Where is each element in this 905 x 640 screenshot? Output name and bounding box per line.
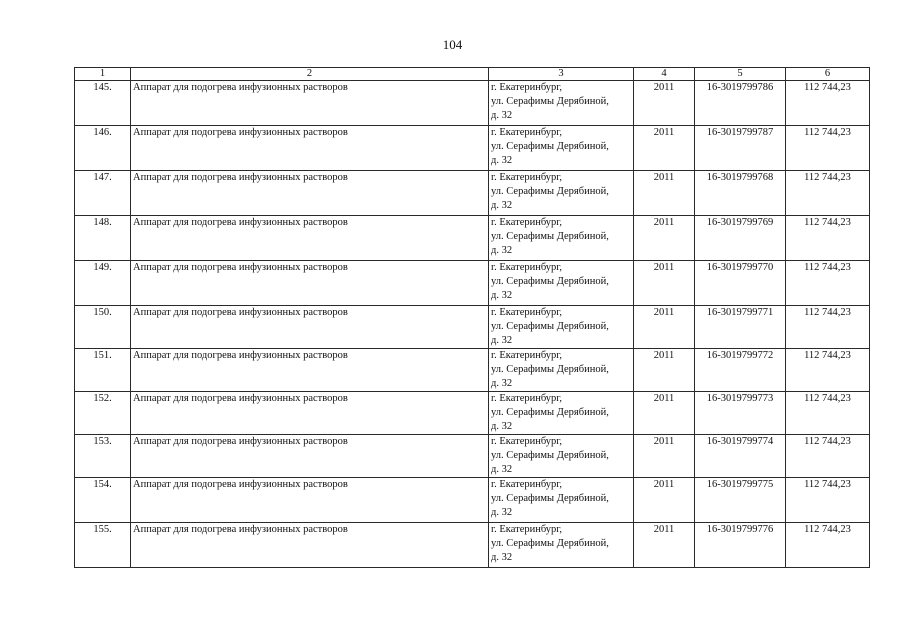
address-line: д. 32 bbox=[491, 290, 513, 301]
address-line: д. 32 bbox=[491, 200, 513, 211]
item-name-cell: Аппарат для подогрева инфузионных растворов bbox=[131, 435, 489, 478]
cost-cell: 112 744,23 bbox=[786, 349, 870, 392]
cost-cell: 112 744,23 bbox=[786, 126, 870, 171]
row-number-cell: 148. bbox=[75, 216, 131, 261]
address-cell bbox=[489, 392, 634, 435]
cost-cell: 112 744,23 bbox=[786, 81, 870, 126]
address-line: г. Екатеринбург, bbox=[491, 82, 563, 93]
row-number-cell: 153. bbox=[75, 435, 131, 478]
inventory-number-cell: 16-3019799775 bbox=[695, 478, 786, 523]
address-line: д. 32 bbox=[491, 464, 513, 475]
table-header bbox=[75, 68, 870, 81]
row-number-cell: 146. bbox=[75, 126, 131, 171]
address-line: ул. Серафимы Дерябиной, bbox=[491, 231, 609, 242]
row-number-cell: 152. bbox=[75, 392, 131, 435]
address-line: ул. Серафимы Дерябиной, bbox=[491, 276, 609, 287]
year-cell: 2011 bbox=[634, 392, 695, 435]
address-line: ул. Серафимы Дерябиной, bbox=[491, 538, 609, 549]
row-number-cell: 150. bbox=[75, 306, 131, 349]
inventory-number-cell: 16-3019799771 bbox=[695, 306, 786, 349]
address-line: ул. Серафимы Дерябиной, bbox=[491, 407, 609, 418]
item-name-cell: Аппарат для подогрева инфузионных растворов bbox=[131, 478, 489, 523]
address-line: г. Екатеринбург, bbox=[491, 217, 563, 228]
address-line: г. Екатеринбург, bbox=[491, 262, 563, 273]
table-row bbox=[75, 171, 870, 216]
table-row bbox=[75, 306, 870, 349]
address-line: д. 32 bbox=[491, 378, 513, 389]
address-cell bbox=[489, 171, 634, 216]
property-table bbox=[74, 67, 870, 568]
cost-cell: 112 744,23 bbox=[786, 435, 870, 478]
address-cell bbox=[489, 126, 634, 171]
table-row bbox=[75, 392, 870, 435]
address-cell bbox=[489, 81, 634, 126]
address-line: ул. Серафимы Дерябиной, bbox=[491, 364, 609, 375]
cost-cell: 112 744,23 bbox=[786, 306, 870, 349]
address-line: ул. Серафимы Дерябиной, bbox=[491, 141, 609, 152]
item-name-cell: Аппарат для подогрева инфузионных растворов bbox=[131, 261, 489, 306]
address-cell bbox=[489, 523, 634, 568]
table-row bbox=[75, 261, 870, 306]
item-name-cell: Аппарат для подогрева инфузионных растворов bbox=[131, 126, 489, 171]
address-line: г. Екатеринбург, bbox=[491, 172, 563, 183]
year-cell: 2011 bbox=[634, 81, 695, 126]
table-row bbox=[75, 478, 870, 523]
inventory-number-cell: 16-3019799773 bbox=[695, 392, 786, 435]
inventory-number-cell: 16-3019799786 bbox=[695, 81, 786, 126]
header-col-4: 4 bbox=[634, 68, 695, 81]
address-line: д. 32 bbox=[491, 552, 513, 563]
inventory-number-cell: 16-3019799772 bbox=[695, 349, 786, 392]
address-line: г. Екатеринбург, bbox=[491, 524, 563, 535]
address-cell bbox=[489, 478, 634, 523]
table-row bbox=[75, 349, 870, 392]
row-number-cell: 151. bbox=[75, 349, 131, 392]
year-cell: 2011 bbox=[634, 435, 695, 478]
year-cell: 2011 bbox=[634, 216, 695, 261]
header-col-3: 3 bbox=[489, 68, 634, 81]
table-row bbox=[75, 81, 870, 126]
item-name-cell: Аппарат для подогрева инфузионных растворов bbox=[131, 81, 489, 126]
address-line: д. 32 bbox=[491, 335, 513, 346]
row-number-cell: 149. bbox=[75, 261, 131, 306]
page-number: 104 bbox=[442, 37, 463, 52]
table-body bbox=[75, 81, 870, 568]
year-cell: 2011 bbox=[634, 349, 695, 392]
address-cell bbox=[489, 435, 634, 478]
table-row bbox=[75, 523, 870, 568]
address-line: г. Екатеринбург, bbox=[491, 127, 563, 138]
inventory-number-cell: 16-3019799768 bbox=[695, 171, 786, 216]
address-line: г. Екатеринбург, bbox=[491, 350, 563, 361]
cost-cell: 112 744,23 bbox=[786, 216, 870, 261]
cost-cell: 112 744,23 bbox=[786, 261, 870, 306]
cost-cell: 112 744,23 bbox=[786, 478, 870, 523]
row-number-cell: 154. bbox=[75, 478, 131, 523]
header-col-1: 1 bbox=[75, 68, 131, 81]
address-line: д. 32 bbox=[491, 245, 513, 256]
address-line: г. Екатеринбург, bbox=[491, 393, 563, 404]
item-name-cell: Аппарат для подогрева инфузионных растворов bbox=[131, 392, 489, 435]
header-row bbox=[75, 68, 870, 81]
address-line: ул. Серафимы Дерябиной, bbox=[491, 321, 609, 332]
row-number-cell: 147. bbox=[75, 171, 131, 216]
address-line: д. 32 bbox=[491, 421, 513, 432]
address-line: д. 32 bbox=[491, 155, 513, 166]
inventory-number-cell: 16-3019799776 bbox=[695, 523, 786, 568]
row-number-cell: 145. bbox=[75, 81, 131, 126]
item-name-cell: Аппарат для подогрева инфузионных растворов bbox=[131, 523, 489, 568]
address-line: г. Екатеринбург, bbox=[491, 436, 563, 447]
table-row bbox=[75, 216, 870, 261]
address-cell bbox=[489, 261, 634, 306]
table-row bbox=[75, 126, 870, 171]
cost-cell: 112 744,23 bbox=[786, 523, 870, 568]
address-cell bbox=[489, 216, 634, 261]
year-cell: 2011 bbox=[634, 126, 695, 171]
address-cell bbox=[489, 306, 634, 349]
header-col-5: 5 bbox=[695, 68, 786, 81]
item-name-cell: Аппарат для подогрева инфузионных растворов bbox=[131, 171, 489, 216]
item-name-cell: Аппарат для подогрева инфузионных растворов bbox=[131, 349, 489, 392]
year-cell: 2011 bbox=[634, 171, 695, 216]
address-line: д. 32 bbox=[491, 110, 513, 121]
header-col-6: 6 bbox=[786, 68, 870, 81]
address-line: д. 32 bbox=[491, 507, 513, 518]
header-col-2: 2 bbox=[131, 68, 489, 81]
row-number-cell: 155. bbox=[75, 523, 131, 568]
year-cell: 2011 bbox=[634, 478, 695, 523]
address-line: г. Екатеринбург, bbox=[491, 307, 563, 318]
inventory-number-cell: 16-3019799770 bbox=[695, 261, 786, 306]
address-line: г. Екатеринбург, bbox=[491, 479, 563, 490]
inventory-number-cell: 16-3019799774 bbox=[695, 435, 786, 478]
cost-cell: 112 744,23 bbox=[786, 171, 870, 216]
address-line: ул. Серафимы Дерябиной, bbox=[491, 96, 609, 107]
item-name-cell: Аппарат для подогрева инфузионных растворов bbox=[131, 216, 489, 261]
item-name-cell: Аппарат для подогрева инфузионных растворов bbox=[131, 306, 489, 349]
year-cell: 2011 bbox=[634, 306, 695, 349]
inventory-number-cell: 16-3019799787 bbox=[695, 126, 786, 171]
year-cell: 2011 bbox=[634, 523, 695, 568]
address-line: ул. Серафимы Дерябиной, bbox=[491, 493, 609, 504]
address-cell bbox=[489, 349, 634, 392]
address-line: ул. Серафимы Дерябиной, bbox=[491, 450, 609, 461]
year-cell: 2011 bbox=[634, 261, 695, 306]
address-line: ул. Серафимы Дерябиной, bbox=[491, 186, 609, 197]
cost-cell: 112 744,23 bbox=[786, 392, 870, 435]
inventory-number-cell: 16-3019799769 bbox=[695, 216, 786, 261]
table-row bbox=[75, 435, 870, 478]
